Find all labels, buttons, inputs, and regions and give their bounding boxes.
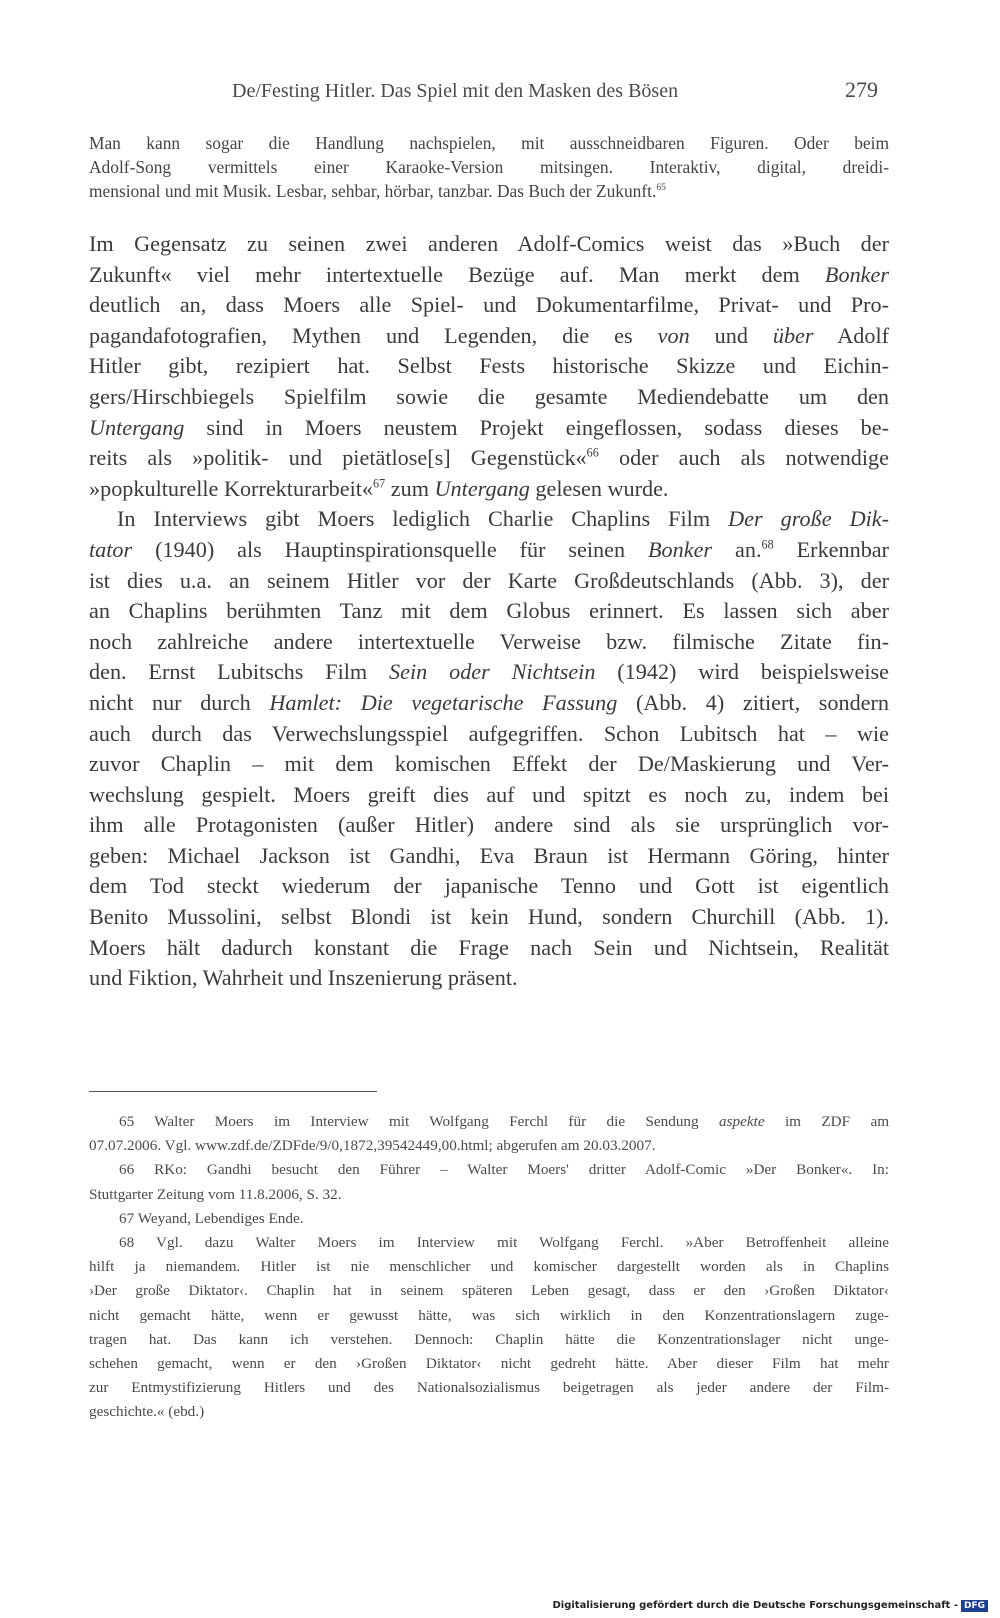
block-quote [89,131,889,203]
body-line: reits als »politik- und pietätlose[s] Gegenstück«$^{66}$ oder auch als notwendige [89,445,889,471]
footnote-ref: 66 [586,445,599,460]
quote-line: Man kann sogar die Handlung nachspielen, mit ausschneidbaren Figuren. Oder beim [89,133,889,153]
body-line: gers/Hirschbiegels Spielfilm sowie die gesamte Mediendebatte um den [89,383,889,409]
dfg-logo: DFG [961,1600,988,1612]
footnote-line: hilft ja niemandem. Hitler ist nie menschlicher und komischer dargestellt worden als in Chaplins [89,1258,889,1276]
footnote-line: 07.07.2006. Vgl. www.zdf.de/ZDFde/9/0,1872,39542449,00.html; abgerufen am 20.03.2007. [89,1137,656,1155]
body-line: noch zahlreiche andere intertextuelle Verweise bzw. filmische Zitate fin- [89,628,889,654]
quote-line: mensional und mit Musik. Lesbar, sehbar, hörbar, tanzbar. Das Buch der Zukunft.$^{65}$ [89,181,666,201]
body-line: den. Ernst Lubitschs Film Sein oder Nichtsein (1942) wird beispielsweise [89,659,889,685]
body-line: deutlich an, dass Moers alle Spiel- und Dokumentarfilme, Privat- und Pro- [89,292,889,318]
footnote-ref: 67 [373,476,386,491]
footnote-line: nicht gemacht hätte, wenn er gewusst hätte, was sich wirklich in den Konzentrationslagern zuge- [89,1306,889,1324]
body-line: Benito Mussolini, selbst Blondi ist kein Hund, sondern Churchill (Abb. 1). [89,904,889,930]
body-line: ihm alle Protagonisten (außer Hitler) andere sind als sie ursprünglich vor- [89,812,889,838]
footnote-line: 66 RKo: Gandhi besucht den Führer – Walter Moers' dritter Adolf-Comic »Der Bonker«. In: [119,1161,889,1179]
body-line: Im Gegensatz zu seinen zwei anderen Adolf-Comics weist das »Buch der [89,231,889,256]
quote-line: Adolf-Song vermittels einer Karaoke-Version mitsingen. Interaktiv, digital, dreidi- [89,157,889,177]
body-line: tator (1940) als Hauptinspirationsquelle für seinen Bonker an.$^{68}$ Erkennbar [89,536,890,562]
footnote-line: geschichte.« (ebd.) [89,1403,205,1421]
footnote-line: 65 Walter Moers im Interview mit Wolfgang Ferchl für die Sendung aspekte im ZDF am [119,1113,890,1130]
body-line: »popkulturelle Korrekturarbeit«$^{67}$ zum Untergang gelesen wurde. [89,475,669,501]
footnote-line: Stuttgarter Zeitung vom 11.8.2006, S. 32. [89,1185,342,1203]
page-number: 279 [845,77,878,102]
body-line: auch durch das Verwechslungsspiel aufgegriffen. Schon Lubitsch hat – wie [89,720,889,746]
footnotes [89,1110,889,1424]
body-line: ist dies u.a. an seinem Hitler vor der Karte Großdeutschlands (Abb. 3), der [89,567,889,593]
body-line: an Chaplins berühmten Tanz mit dem Globus erinnert. Es lassen sich aber [89,598,889,624]
body-line: wechslung gespielt. Moers greift dies auf und spitzt es noch zu, indem bei [89,781,889,807]
body-line: und Fiktion, Wahrheit und Inszenierung präsent. [89,965,518,991]
body-line: Hitler gibt, rezipiert hat. Selbst Fests historische Skizze und Eichin- [89,353,889,379]
footnote-line: zur Entmystifizierung Hitlers und des Nationalsozialismus beigetragen als jeder andere der Film- [89,1379,889,1397]
footnote-divider [89,1091,377,1092]
body-line: Zukunft« viel mehr intertextuelle Bezüge auf. Man merkt dem Bonker [89,261,889,287]
footnote-line: schehen gemacht, wenn er den ›Großen Diktator‹ nicht gedreht hätte. Aber dieser Film hat mehr [89,1354,889,1372]
body-line: dem Tod steckt wiederum der japanische Tenno und Gott ist eigentlich [89,873,889,899]
footnote-line: 67 Weyand, Lebendiges Ende. [119,1209,304,1227]
body-line: pagandafotografien, Mythen und Legenden, die es von und über Adolf [89,322,890,348]
footnote-line: ›Der große Diktator‹. Chaplin hat in seinem späteren Leben gesagt, dass er den ›Großen Diktator‹ [89,1282,889,1300]
body-line: In Interviews gibt Moers lediglich Charlie Chaplins Film Der große Dik- [117,506,889,532]
footnote-line: tragen hat. Das kann ich verstehen. Dennoch: Chaplin hätte die Konzentrationslager nicht unge- [89,1330,889,1348]
dfg-funding-banner: Digitalisierung gefördert durch die Deutsche Forschungsgemeinschaft - DFG [552,1600,988,1612]
running-header-title: De/Festing Hitler. Das Spiel mit den Masken des Bösen [232,80,679,102]
footnote-ref: 65 [656,182,666,194]
main-text [89,229,889,994]
body-line: geben: Michael Jackson ist Gandhi, Eva Braun ist Hermann Göring, hinter [89,842,889,868]
footnote-line: 68 Vgl. dazu Walter Moers im Interview mit Wolfgang Ferchl. »Aber Betroffenheit alleine [119,1233,889,1251]
body-line: zuvor Chaplin – mit dem komischen Effekt der De/Maskierung und Ver- [89,751,889,777]
body-line: Moers hält dadurch konstant die Frage nach Sein und Nichtsein, Realität [89,934,889,960]
body-line: nicht nur durch Hamlet: Die vegetarische Fassung (Abb. 4) zitiert, sondern [89,689,890,715]
body-line: Untergang sind in Moers neustem Projekt eingeflossen, sodass dieses be- [89,414,890,440]
footnote-ref: 68 [761,537,774,552]
